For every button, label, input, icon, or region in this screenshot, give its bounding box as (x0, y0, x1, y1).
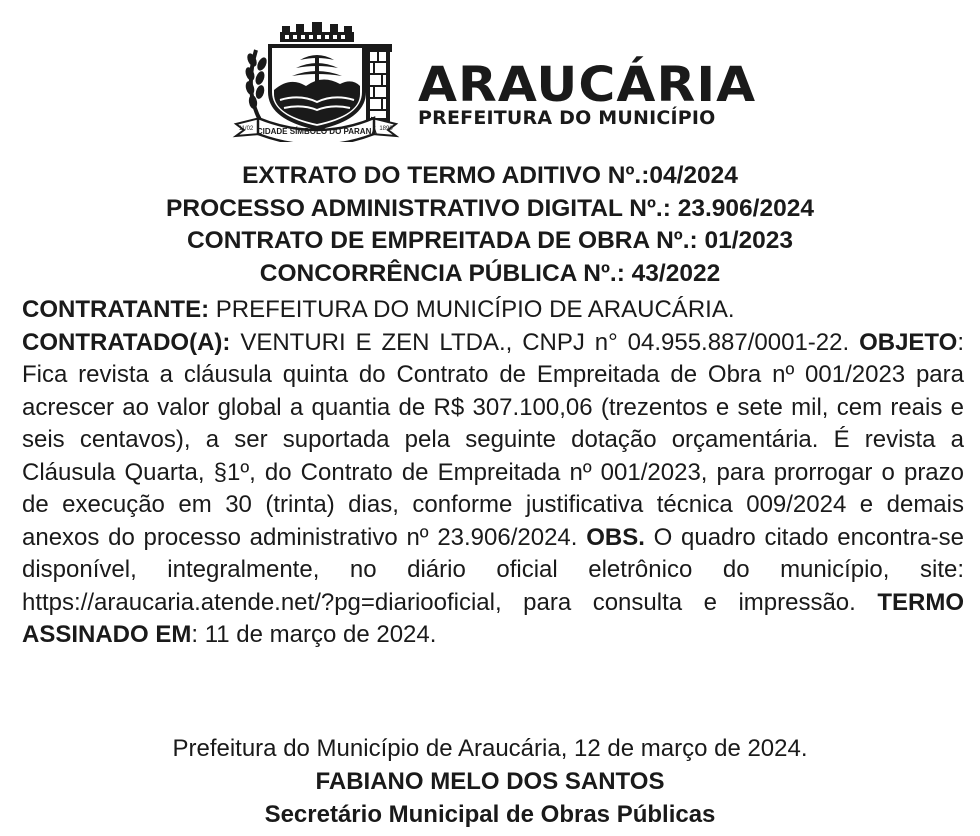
main-paragraph (22, 327, 964, 652)
contratado-value: VENTURI E ZEN LTDA., CNPJ n° 04.955.887/0001-22. (230, 328, 860, 356)
signatory-role: Secretário Municipal de Obras Públicas (264, 801, 716, 828)
obs-value: O quadro citado encontra-se disponível, integralmente, no diário oficial eletrônico do município, site: https://araucaria.atende.net/?pg=diariooficial, para consulta e impressão. (22, 523, 964, 616)
crest-banner-text: CIDADE SÍMBOLO DO PARANÁ (256, 127, 378, 136)
contratante-value: PREFEITURA DO MUNICÍPIO DE ARAUCÁRIA. (209, 296, 735, 323)
brand-name: ARAUCÁRIA (418, 57, 757, 113)
wordmark (418, 57, 763, 129)
objeto-value: : Fica revista a cláusula quinta do Contrato de Empreitada de Obra nº 001/2023 para acrescer ao valor global a quantia de R$ 307.100,06 (trezentos e sete mil, cem reais e seis centavos), a ser suportada pela seguinte dotação orçamentária. É revista a Cláusula Quarta, §1º, do Contrato de Empreitada nº 001/2023, para prorrogar o prazo de execução em 30 (trinta) dias, conforme justificativa técnica 009/2024 e demais anexos do processo administrativo nº 23.906/2024. (22, 328, 964, 551)
contratante-label: CONTRATANTE: (22, 296, 210, 323)
place-date: Prefeitura do Município de Araucária, 12 de março de 2024. (172, 735, 808, 762)
contratado-label: CONTRATADO(A): (22, 328, 231, 356)
header-logo (230, 20, 770, 145)
obs-label: OBS. (586, 523, 645, 551)
document-footer (0, 732, 980, 831)
signatory-name: FABIANO MELO DOS SANTOS (315, 768, 665, 795)
title-concorrencia: CONCORRÊNCIA PÚBLICA Nº.: 43/2022 (259, 259, 721, 287)
title-processo: PROCESSO ADMINISTRATIVO DIGITAL Nº.: 23.906/2024 (166, 194, 814, 222)
title-contrato: CONTRATO DE EMPREITADA DE OBRA Nº.: 01/2023 (186, 227, 794, 254)
document-titles (0, 160, 980, 290)
termo-value: : 11 de março de 2024. (191, 621, 437, 648)
title-extrato: EXTRATO DO TERMO ADITIVO Nº.:04/2024 (242, 162, 738, 189)
document-body (22, 294, 964, 652)
contratante-paragraph (22, 294, 964, 327)
brand-subtitle: PREFEITURA DO MUNICÍPIO (418, 107, 716, 129)
crest-year-right: 1890 (379, 126, 393, 132)
municipal-crest-icon (230, 20, 402, 142)
objeto-label: OBJETO (859, 328, 958, 356)
termo-label: TERMO ASSINADO EM (22, 588, 964, 648)
crest-year-left: 11/02 (238, 126, 254, 132)
